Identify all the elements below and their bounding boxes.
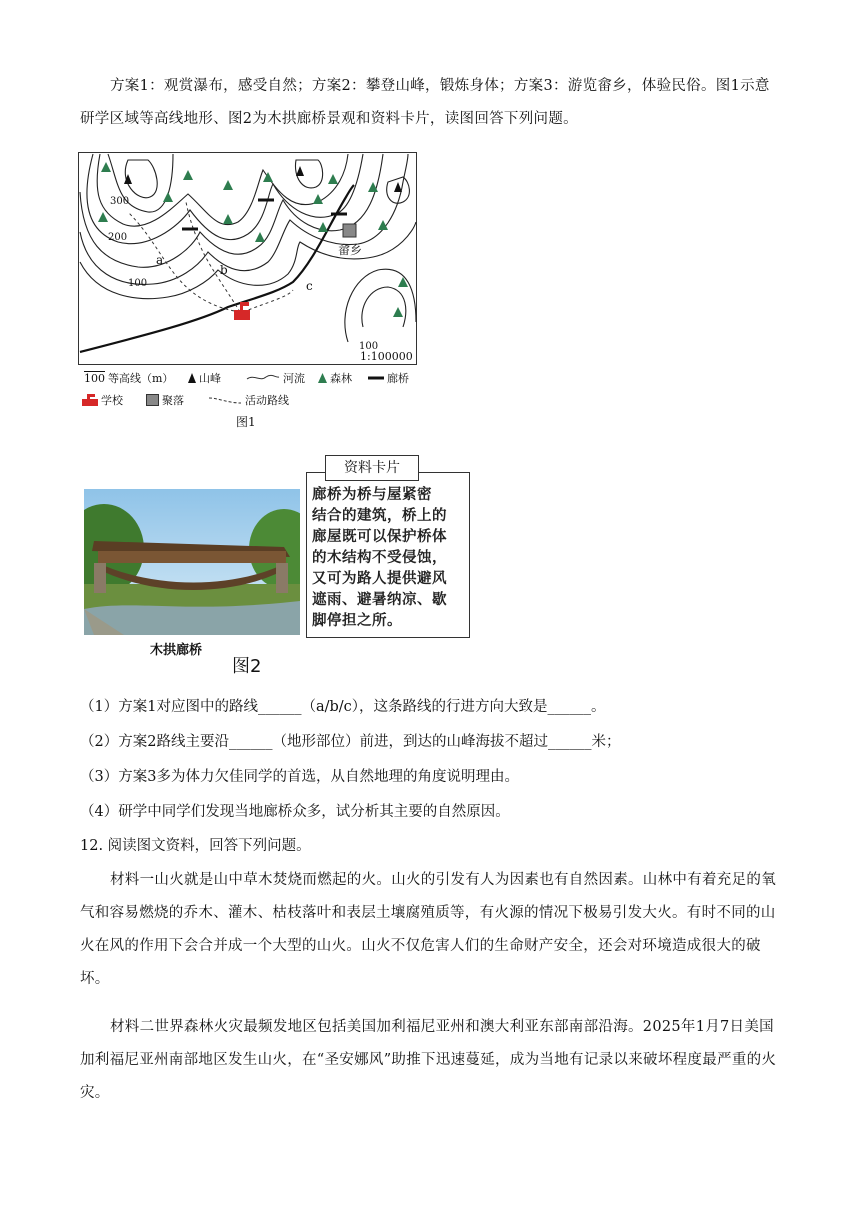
legend-peak-icon [188,373,196,383]
info-card-text [312,485,466,632]
map-scale: 1:100000 [360,350,413,363]
legend-bridge: 廊桥 [368,370,409,386]
settlement-label: 畲乡 [338,243,363,257]
info-card-line: 廊屋既可以保护桥体 [312,529,447,545]
route-label-a: a [156,253,164,267]
map-legend [78,368,438,408]
question-2: （2）方案2路线主要沿______（地形部位）前进，到达的山峰海拔不超过______米； [80,734,621,750]
intro-paragraph: 方案1：观赏瀑布，感受自然；方案2：攀登山峰，锻炼身体；方案3：游览畲乡，体验民俗。图1示意研学区域等高线地形、图2为木拱廊桥景观和资料卡片，读图回答下列问题。 [80,78,770,127]
route-label-c: c [306,279,313,293]
legend-peak: 山峰 [188,370,221,386]
legend-school: 学校 [82,392,123,408]
legend-route-icon [208,395,242,405]
question-3: （3）方案3多为体力欠佳同学的首选，从自然地理的角度说明理由。 [80,769,519,785]
contour-map [78,152,418,366]
covered-bridge-photo [84,489,300,635]
contour-label-300: 300 [110,196,130,207]
info-card-line: 结合的建筑，桥上的 [312,508,447,524]
contour-label-200: 200 [108,232,128,243]
legend-route: 活动路线 [208,392,289,408]
figure2-caption: 图2 [232,656,262,677]
legend-settlement: 聚落 [146,392,184,408]
info-card-line: 廊桥为桥与屋紧密 [312,487,432,503]
info-card-line: 脚停担之所。 [312,613,402,629]
info-card-line: 的木结构不受侵蚀， [312,550,447,566]
figure1-caption: 图1 [236,415,256,429]
question-1: （1）方案1对应图中的路线______（a/b/c），这条路线的行进方向大致是______。 [80,699,606,715]
legend-contour: 100 等高线（m） [84,371,174,385]
settlement-icon [343,224,356,237]
legend-river: 河流 [246,370,305,386]
photo-caption: 木拱廊桥 [150,643,203,658]
contour-label-100: 100 [128,278,148,289]
material-2-paragraph: 材料二世界森林火灾最频发地区包括美国加利福尼亚州和澳大利亚东部南部沿海。2025年1月7日美国加利福尼亚州南部地区发生山火，在“圣安娜风”助推下迅速蔓延，成为当地有记录以来破坏程度最严重的火灾。 [80,1019,777,1101]
route-label-b: b [220,263,228,277]
info-card-title: 资料卡片 [325,455,419,481]
question-4: （4）研学中同学们发现当地廊桥众多，试分析其主要的自然原因。 [80,804,510,820]
info-card-line: 遮雨、避暑纳凉、歇 [312,592,447,608]
legend-school-icon [82,394,98,406]
legend-bridge-icon [368,373,384,383]
contour-label-100-east: 100 [359,341,379,352]
covered-bridge-illustration [84,489,300,635]
material-1-paragraph: 材料一山火就是山中草木焚烧而燃起的火。山火的引发有人为因素也有自然因素。山林中有着充足的氧气和容易燃烧的乔木、灌木、枯枝落叶和表层土壤腐殖质等，有火源的情况下极易引发大火。有时不同的山火在风的作用下会合并成一个大型的山火。山火不仅危害人们的生命财产安全，还会对环境造成很大的破坏。 [80,872,776,987]
legend-river-icon [246,373,280,383]
legend-forest-icon [318,373,327,383]
legend-contour-sample: 100 [84,371,105,385]
legend-forest: 森林 [318,370,352,386]
info-card-line: 又可为路人提供避风 [312,571,447,587]
question-12-title: 12. 阅读图文资料，回答下列问题。 [80,838,311,854]
legend-settlement-icon [146,394,159,406]
